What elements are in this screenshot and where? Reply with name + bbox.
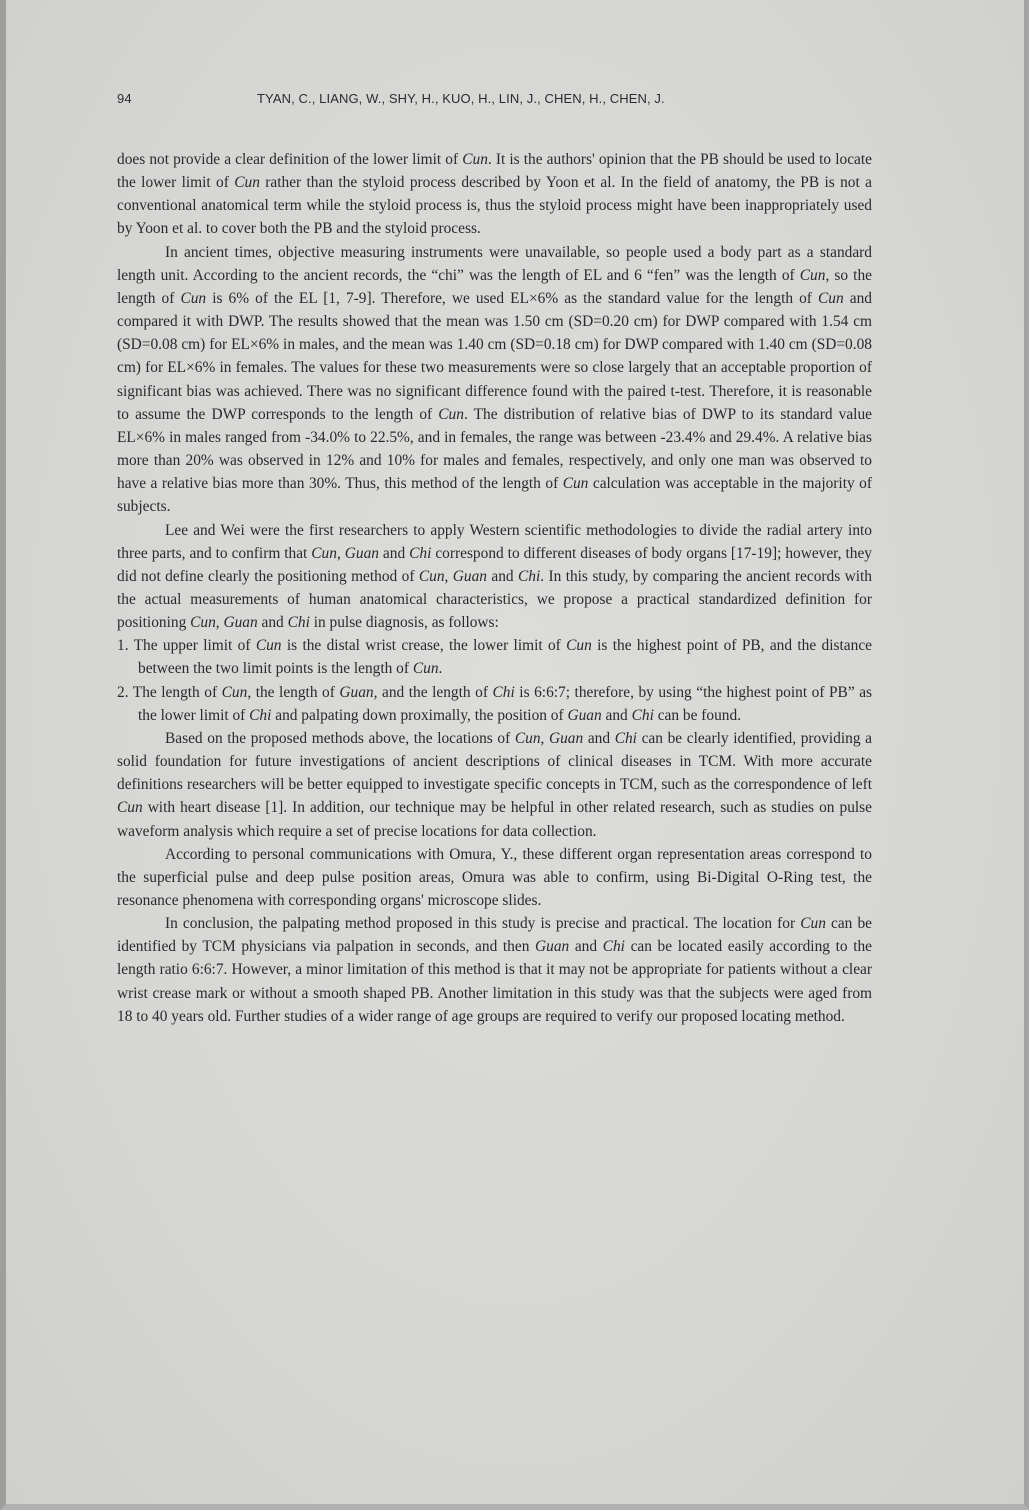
paragraph: Based on the proposed methods above, the locations of Cun, Guan and Chi can be clearly identified, providing a solid foundation for future investigations of ancient descriptions of clinical diseases in TCM. With more accurate definitions researchers will be better equipped to investigate specific concepts in TCM, such as the correspondence of left Cun with heart disease [1]. In addition, our technique may be helpful in other related research, such as studies on pulse waveform analysis which require a set of precise locations for data collection. bbox=[117, 729, 873, 840]
page-header bbox=[117, 91, 877, 113]
page-number: 94 bbox=[117, 91, 132, 106]
list-item: 1. The upper limit of Cun is the distal wrist crease, the lower limit of Cun is the highest point of PB, and the distance between the two limit points is the length of Cun. bbox=[117, 637, 872, 678]
list-item: 2. The length of Cun, the length of Guan, and the length of Chi is 6:6:7; therefore, by using “the highest point of PB” as the lower limit of Chi and palpating down proximally, the position of Guan and Chi can be found. bbox=[117, 683, 873, 724]
paragraph: In ancient times, objective measuring instruments were unavailable, so people used a body part as a standard length unit. According to the ancient records, the “chi” was the length of EL and 6 “fen” was the length of Cun, so the length of Cun is 6% of the EL [1, 7-9]. Therefore, we used EL×6% as the standard value for the length of Cun and compared it with DWP. The results showed that the mean was 1.50 cm (SD=0.20 cm) for DWP compared with 1.54 cm (SD=0.08 cm) for EL×6% in males, and the mean was 1.40 cm (SD=0.18 cm) for DWP compared with 1.40 cm (SD=0.08 cm) for EL×6% in females. The values for these two measurements were so close largely that an acceptable proportion of significant bias was achieved. There was no significant difference found with the paired t-test. Therefore, it is reasonable to assume the DWP corresponds to the length of Cun. The distribution of relative bias of DWP to its standard value EL×6% in males ranged from -34.0% to 22.5%, and in females, the range was between -23.4% and 29.4%. A relative bias more than 20% was observed in 12% and 10% for males and females, respectively, and only one man was observed to have a relative bias more than 30%. Thus, this method of the length of Cun calculation was acceptable in the majority of subjects. bbox=[117, 243, 872, 516]
running-head-authors: TYAN, C., LIANG, W., SHY, H., KUO, H., LIN, J., CHEN, H., CHEN, J. bbox=[257, 91, 665, 106]
paragraph: Lee and Wei were the first researchers to apply Western scientific methodologies to divide the radial artery into three parts, and to confirm that Cun, Guan and Chi correspond to different diseases of body organs [17-19]; however, they did not define clearly the positioning method of Cun, Guan and Chi. In this study, by comparing the ancient records with the actual measurements of human anatomical characteristics, we propose a practical standardized definition for positioning Cun, Guan and Chi in pulse diagnosis, as follows: bbox=[117, 521, 872, 632]
paragraph: According to personal communications with Omura, Y., these different organ representation areas correspond to the superficial pulse and deep pulse position areas, Omura was able to confirm, using Bi-Digital O-Ring test, the resonance phenomena with corresponding organs' microscope slides. bbox=[117, 845, 872, 909]
paragraph: does not provide a clear definition of the lower limit of Cun. It is the authors' opinion that the PB should be used to locate the lower limit of Cun rather than the styloid process described by Yoon et al. In the field of anatomy, the PB is not a conventional anatomical term while the styloid process is, thus the styloid process might have been inappropriately used by Yoon et al. to cover both the PB and the styloid process. bbox=[117, 151, 872, 238]
paragraph: In conclusion, the palpating method proposed in this study is precise and practical. The location for Cun can be identified by TCM physicians via palpation in seconds, and then Guan and Chi can be located easily according to the length ratio 6:6:7. However, a minor limitation of this method is that it may not be appropriate for patients without a clear wrist crease mark or without a smooth shaped PB. Another limitation in this study was that the subjects were aged from 18 to 40 years old. Further studies of a wider range of age groups are required to verify our proposed locating method. bbox=[117, 915, 873, 1025]
body-text bbox=[117, 148, 872, 1028]
